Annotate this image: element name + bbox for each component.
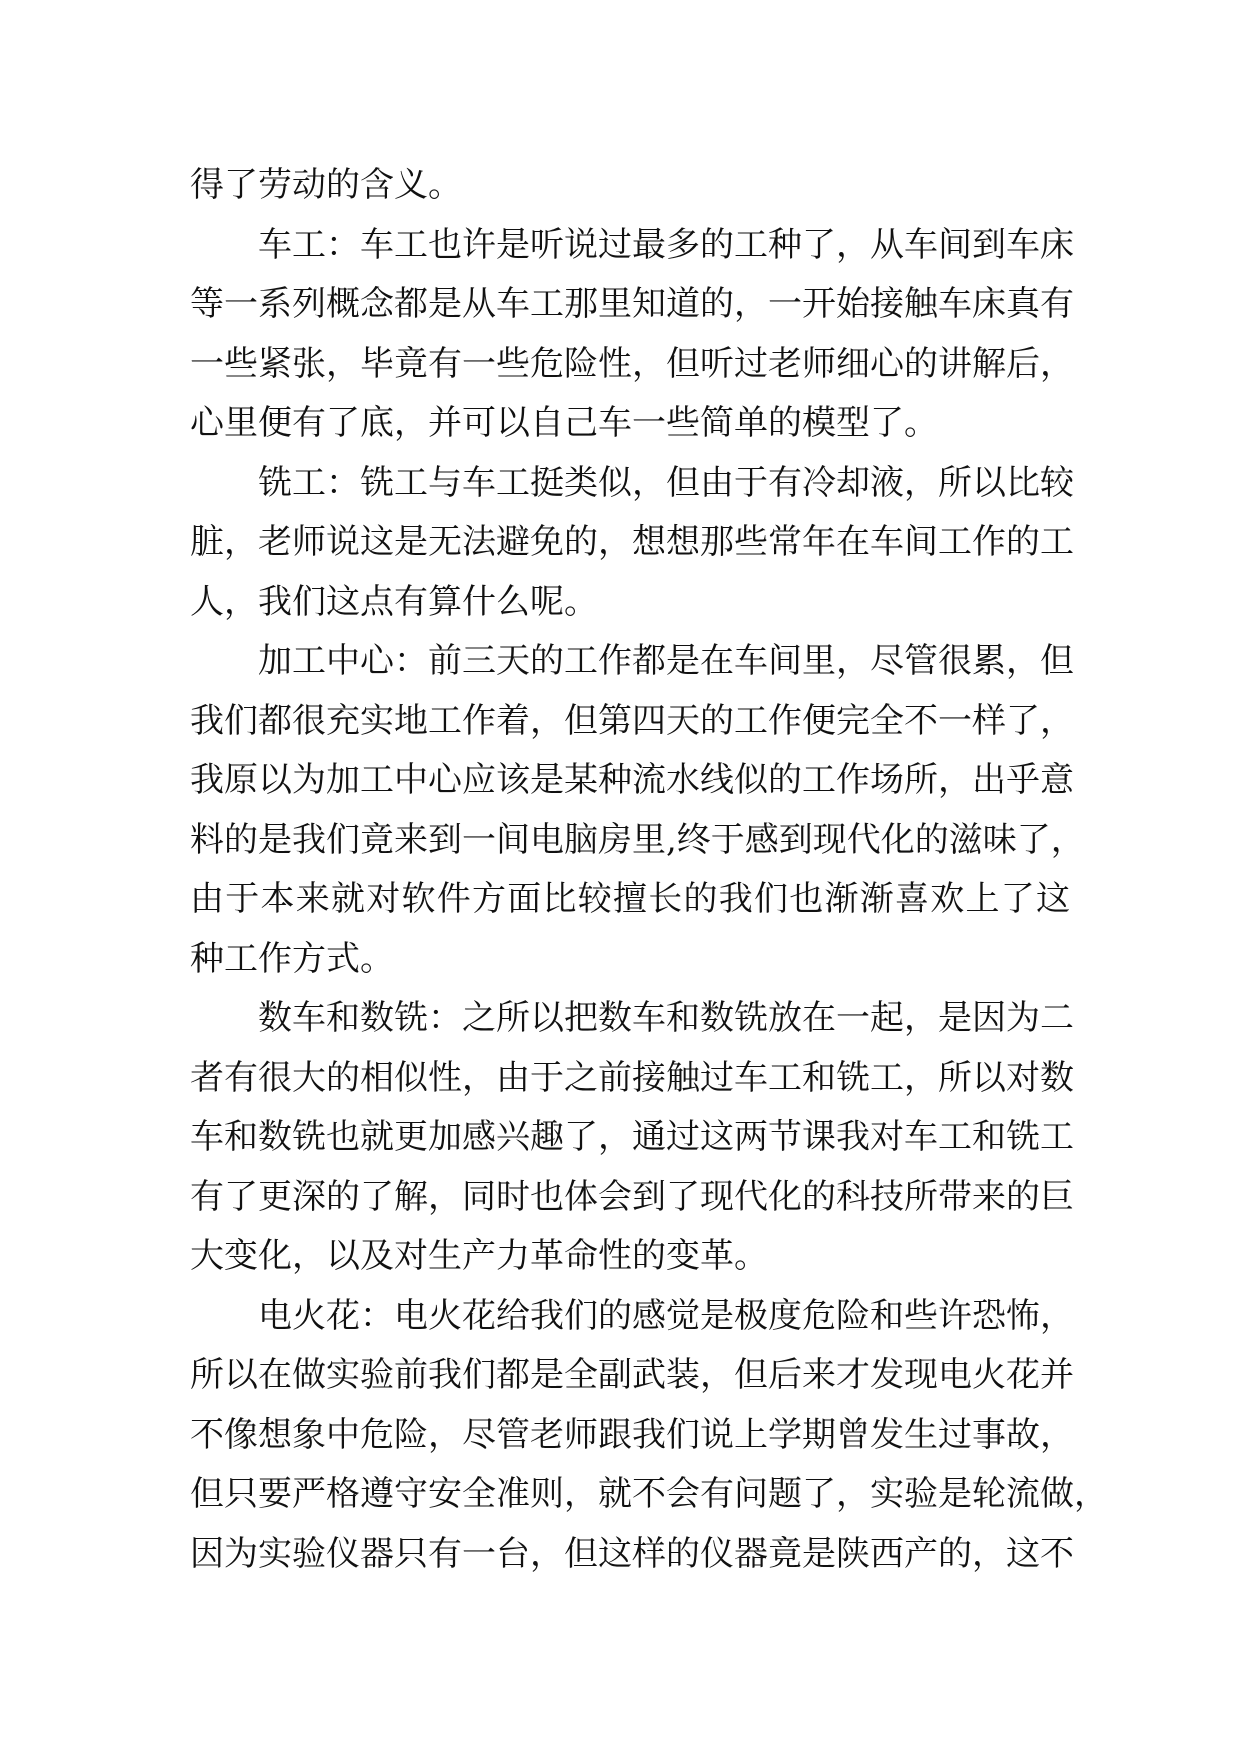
- text-line: 车和数铣也就更加感兴趣了，通过这两节课我对车工和铣工: [190, 1117, 1074, 1157]
- text-line: 铣工：铣工与车工挺类似，但由于有冷却液，所以比较: [258, 462, 1074, 503]
- text-line: 大变化，以及对生产力革命性的变革。: [190, 1236, 768, 1276]
- text-line: 我们都很充实地工作着，但第四天的工作便完全不一样了，: [190, 700, 1074, 741]
- text-line: 因为实验仪器只有一台，但这样的仪器竟是陕西产的，这不: [190, 1533, 1074, 1574]
- text-line: 电火花：电火花给我们的感觉是极度危险和些许恐怖，: [258, 1295, 1074, 1336]
- text-line: 者有很大的相似性，由于之前接触过车工和铣工，所以对数: [190, 1057, 1074, 1098]
- text-line: 数车和数铣：之所以把数车和数铣放在一起，是因为二: [258, 998, 1074, 1038]
- text-line: 我原以为加工中心应该是某种流水线似的工作场所，出乎意: [190, 760, 1074, 800]
- text-line: 车工：车工也许是听说过最多的工种了，从车间到车床: [258, 224, 1074, 265]
- text-line: 脏，老师说这是无法避免的，想想那些常年在车间工作的工: [190, 522, 1074, 562]
- text-line: 由于本来就对软件方面比较擅长的我们也渐渐喜欢上了这: [190, 879, 1070, 919]
- body-text: [190, 156, 1108, 1584]
- text-line: 心里便有了底，并可以自己车一些简单的模型了。: [190, 403, 938, 443]
- text-line: 但只要严格遵守安全准则，就不会有问题了，实验是轮流做，: [190, 1474, 1108, 1514]
- text-line: 不像想象中危险，尽管老师跟我们说上学期曾发生过事故，: [190, 1414, 1074, 1455]
- text-line: 所以在做实验前我们都是全副武装，但后来才发现电火花并: [190, 1355, 1074, 1395]
- text-line: 料的是我们竟来到一间电脑房里,终于感到现代化的滋味了，: [190, 819, 1085, 860]
- text-line: 种工作方式。: [190, 938, 394, 979]
- text-line: 有了更深的了解，同时也体会到了现代化的科技所带来的巨: [190, 1176, 1074, 1217]
- text-line: 人，我们这点有算什么呢。: [190, 581, 598, 622]
- text-line: 加工中心：前三天的工作都是在车间里，尽管很累，但: [258, 641, 1074, 681]
- text-line: 一些紧张，毕竟有一些危险性，但听过老师细心的讲解后，: [190, 343, 1074, 384]
- text-line: 得了劳动的含义。: [190, 165, 462, 205]
- text-line: 等一系列概念都是从车工那里知道的，一开始接触车床真有: [190, 284, 1074, 324]
